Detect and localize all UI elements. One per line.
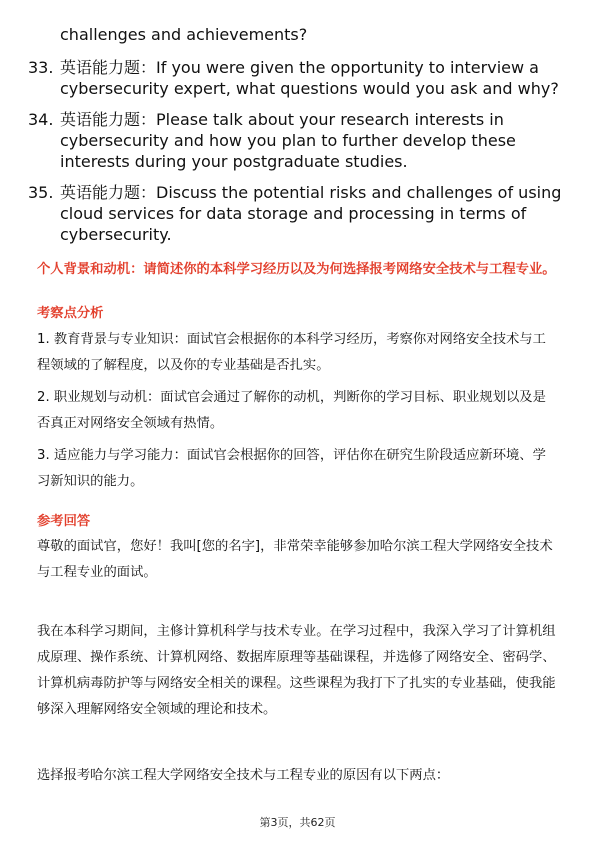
section-heading: 个人背景和动机：请简述你的本科学习经历以及为何选择报考网络安全技术与工程专业。 — [37, 262, 556, 277]
reference-answer-title: 参考回答 — [37, 514, 91, 529]
answer-paragraph: 尊敬的面试官，您好！我叫[您的名字]，非常荣幸能够参加哈尔滨工程大学网络安全技术与工程专业的面试。 — [37, 539, 553, 580]
question-continuation: challenges and achievements? — [60, 25, 308, 44]
answer-paragraph: 选择报考哈尔滨工程大学网络安全技术与工程专业的原因有以下两点： — [37, 768, 450, 783]
question-35 — [28, 182, 568, 247]
question-number: 33. — [28, 58, 54, 77]
focus-item: 3. 适应能力与学习能力：面试官会根据你的回答，评估你在研究生阶段适应新环境、学习新知识的能力。 — [37, 448, 546, 489]
answer-paragraph: 我在本科学习期间，主修计算机科学与技术专业。在学习过程中，我深入学习了计算机组成原理、操作系统、计算机网络、数据库原理等基础课程，并选修了网络安全、密码学、计算机病毒防护等与网络安全相关的课程。这些课程为我打下了扎实的专业基础，使我能够深入理解网络安全领域的理论和技术。 — [37, 624, 556, 717]
question-text: 英语能力题：Please talk about your research interests in cybersecurity and how you plan to further develop these interests during your postgraduate studies. — [60, 110, 516, 171]
focus-analysis-title: 考察点分析 — [37, 306, 104, 321]
question-number: 34. — [28, 110, 54, 129]
question-text: 英语能力题：If you were given the opportunity to interview a cybersecurity expert, what questions would you ask and why? — [60, 58, 559, 98]
question-number: 35. — [28, 183, 54, 202]
page-number-footer: 第3页，共62页 — [259, 816, 336, 829]
question-text: 英语能力题：Discuss the potential risks and challenges of using cloud services for data storage and processing in terms of cybersecurity. — [60, 183, 562, 244]
focus-item: 1. 教育背景与专业知识：面试官会根据你的本科学习经历，考察你对网络安全技术与工程领域的了解程度，以及你的专业基础是否扎实。 — [37, 332, 546, 373]
focus-item: 2. 职业规划与动机：面试官会通过了解你的动机，判断你的学习目标、职业规划以及是否真正对网络安全领域有热情。 — [37, 390, 546, 431]
question-34 — [28, 109, 568, 174]
question-33 — [28, 57, 568, 101]
